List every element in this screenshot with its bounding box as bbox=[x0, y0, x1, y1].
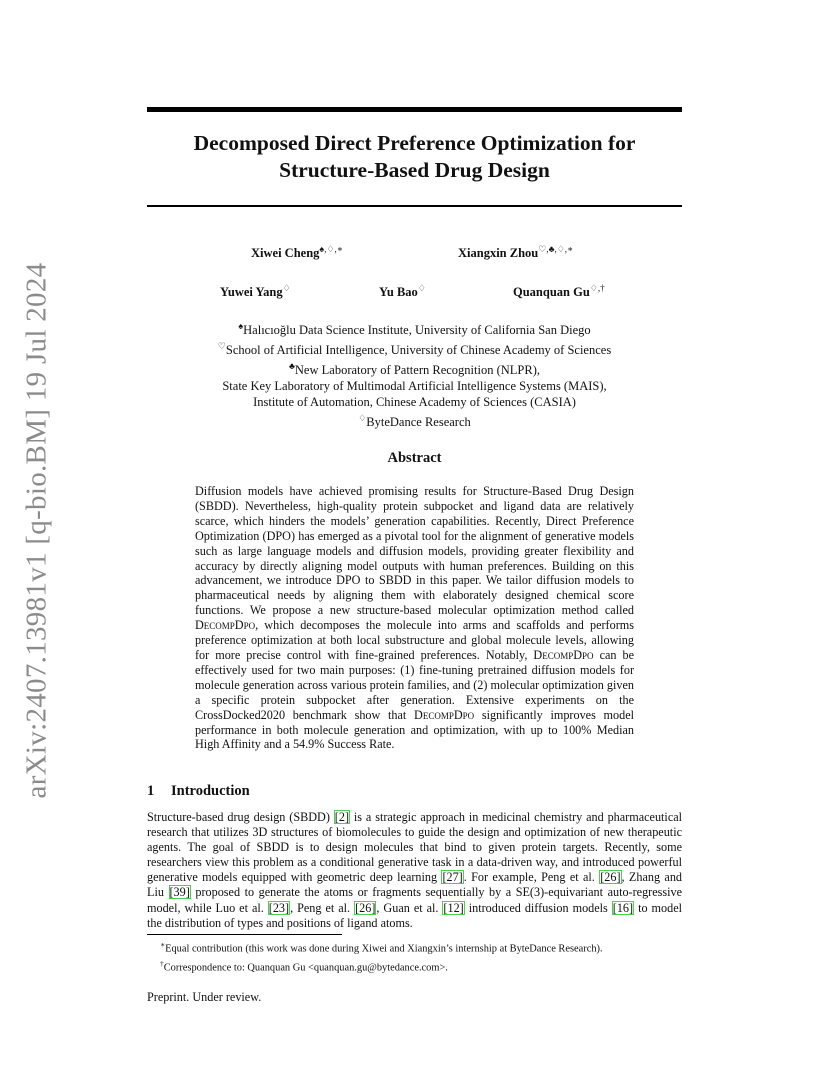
citation-link[interactable]: [27] bbox=[442, 870, 463, 885]
footnote-correspondence: †Correspondence to: Quanquan Gu <quanquan.gu@bytedance.com>. bbox=[160, 959, 448, 974]
method-name: DecompDpo bbox=[414, 707, 475, 722]
citation-link[interactable]: [26] bbox=[600, 870, 621, 885]
author-yuwei-yang: Yuwei Yang♢ bbox=[220, 283, 291, 300]
footnote-rule bbox=[147, 934, 342, 935]
section-heading-introduction: 1 Introduction bbox=[147, 783, 250, 799]
author-xiangxin-zhou: Xiangxin Zhou♡,♣,♢,∗ bbox=[458, 244, 574, 261]
introduction-paragraph: Structure-based drug design (SBDD) [2] is a strategic approach in medicinal chemistry and pharmaceutical research that utilizes 3D structures of biomolecules to guide the design and optimization of new therapeutic agents. The goal of SBDD is to design molecules that bind to given protein targets. Recently, some researchers view this problem as a conditional generative task in a data-driven way, and introduced powerful generative models equipped with geometric deep learning [27]. For example, Peng et al. [26], Zhang and Liu [39] proposed to generate the atoms or fragments sequentially by a SE(3)-equivariant auto-regressive model, while Luo et al. [23], Peng et al. [26], Guan et al. [12] introduced diffusion models [16] to model the distribution of types and positions of ligand atoms. bbox=[147, 810, 683, 930]
citation-link[interactable]: [2] bbox=[334, 810, 350, 824]
arxiv-sidebar bbox=[14, 262, 60, 798]
footnotes bbox=[160, 937, 690, 976]
citation-link[interactable]: [39] bbox=[169, 885, 190, 900]
method-name: DecompDpo bbox=[533, 647, 594, 662]
author-quanquan-gu: Quanquan Gu♢,† bbox=[513, 283, 605, 300]
affiliation-line: ♣New Laboratory of Pattern Recognition (NLPR), bbox=[289, 361, 540, 378]
title-bottom-rule bbox=[147, 205, 682, 207]
affiliation-line: Institute of Automation, Chinese Academy of Sciences (CASIA) bbox=[253, 395, 576, 410]
citation-link[interactable]: [23] bbox=[268, 900, 290, 915]
footnote-equal-contribution: ∗Equal contribution (this work was done during Xiwei and Xiangxin’s internship at ByteDance Research). bbox=[160, 940, 603, 955]
arxiv-identifier: arXiv:2407.13981v1 [q-bio.BM] 19 Jul 2024 bbox=[20, 262, 53, 798]
affiliations bbox=[160, 318, 669, 431]
preprint-note: Preprint. Under review. bbox=[147, 990, 262, 1004]
affiliation-line: ♡School of Artificial Intelligence, University of Chinese Academy of Sciences bbox=[217, 341, 612, 358]
citation-link[interactable]: [26] bbox=[355, 900, 376, 915]
author-xiwei-cheng: Xiwei Cheng♠,♢,∗ bbox=[251, 244, 343, 261]
paper-title: Decomposed Direct Preference Optimization for Structure-Based Drug Design bbox=[193, 131, 636, 182]
affiliation-line: State Key Laboratory of Multimodal Artificial Intelligence Systems (MAIS), bbox=[222, 379, 607, 394]
abstract-heading: Abstract bbox=[387, 450, 442, 466]
affiliation-line: ♢ByteDance Research bbox=[358, 413, 471, 430]
author-yu-bao: Yu Bao♢ bbox=[379, 283, 426, 300]
citation-link[interactable]: [12] bbox=[443, 900, 464, 915]
citation-link[interactable]: [16] bbox=[612, 900, 634, 915]
title-top-rule bbox=[147, 107, 682, 112]
abstract-text: Diffusion models have achieved promising results for Structure-Based Drug Design (SBDD). Nevertheless, high-quality protein subpocket and ligand data are relatively scarce, which hinders the models’ generation capabilities. Recently, Direct Preference Optimization (DPO) has emerged as a pivotal tool for the alignment of generative models such as large language models and diffusion models, providing greater flexibility and accuracy by directly aligning model outputs with human preferences. Building on this advancement, we introduce DPO to SBDD in this paper. We tailor diffusion models to pharmaceutical needs by aligning them with elaborately designed chemical score functions. We propose a new structure-based molecular optimization method called DecompDpo, which decomposes the molecule into arms and scaffolds and performs preference optimization at both local substructure and global molecule levels, allowing for more precise control with fine-grained preferences. Notably, DecompDpo can be effectively used for two main purposes: (1) fine-tuning pretrained diffusion models for molecule generation across various protein families, and (2) molecular optimization given a specific protein subpocket after generation. Extensive experiments on the CrossDocked2020 benchmark show that DecompDpo significantly improves model performance in both molecule generation and optimization, with up to 100% Median High Affinity and a 54.9% Success Rate. bbox=[195, 484, 635, 752]
affiliation-line: ♠Halıcıoğlu Data Science Institute, University of California San Diego bbox=[238, 321, 591, 338]
method-name: DecompDpo bbox=[195, 618, 256, 633]
